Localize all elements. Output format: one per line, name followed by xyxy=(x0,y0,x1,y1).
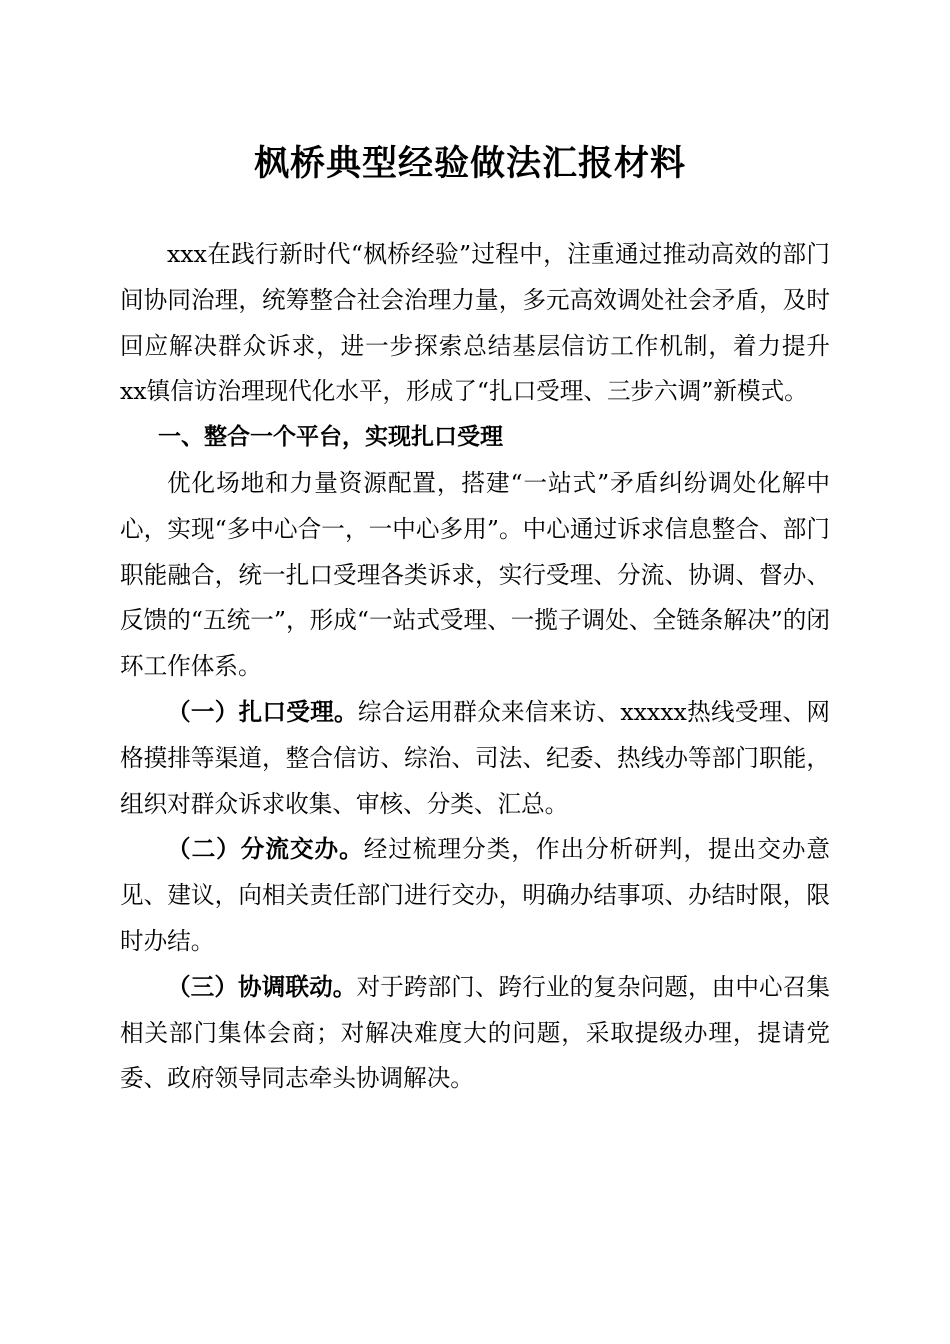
section-heading: 一、整合一个平台，实现扎口受理 xyxy=(158,424,503,451)
document-title: 枫桥典型经验做法汇报材料 xyxy=(253,143,686,184)
list-item-text: 综合运用群众来信来访、xxxxx热线受理、网格摸排等渠道，整合信访、综治、司法、纪委、热线办等部门职能，组织对群众诉求收集、审核、分类、汇总。 xyxy=(120,697,831,818)
list-item xyxy=(120,965,830,1102)
section-body-paragraph: 优化场地和力量资源配置，搭建“一站式”矛盾纠纷调处化解中心，实现“多中心合一，一中心多用”。中心通过诉求信息整合、部门职能融合，统一扎口受理各类诉求，实行受理、分流、协调、督办、反馈的“五统一”，形成“一站式受理、一揽子调处、全链条解决”的闭环工作体系。 xyxy=(120,468,830,681)
list-item-lead: （二）分流交办。 xyxy=(167,835,364,864)
list-item-lead: （三）协调联动。 xyxy=(167,972,357,1001)
intro-paragraph: xxx在践行新时代“枫桥经验”过程中，注重通过推动高效的部门间协同治理，统筹整合社会治理力量，多元高效调处社会矛盾，及时回应解决群众诉求，进一步探索总结基层信访工作机制，着力提升xx镇信访治理现代化水平，形成了“扎口受理、三步六调”新模式。 xyxy=(120,240,830,406)
document-body xyxy=(120,232,830,1102)
list-item-lead: （一）扎口受理。 xyxy=(167,697,358,726)
list-item xyxy=(120,827,830,964)
list-item-text: 经过梳理分类，作出分析研判，提出交办意见、建议，向相关责任部门进行交办，明确办结事项、办结时限，限时办结。 xyxy=(120,835,831,955)
list-item-text: 对于跨部门、跨行业的复杂问题，由中心召集相关部门集体会商；对解决难度大的问题，采取提级办理，提请党委、政府领导同志牵头协调解决。 xyxy=(120,972,830,1093)
list-item xyxy=(120,690,830,827)
